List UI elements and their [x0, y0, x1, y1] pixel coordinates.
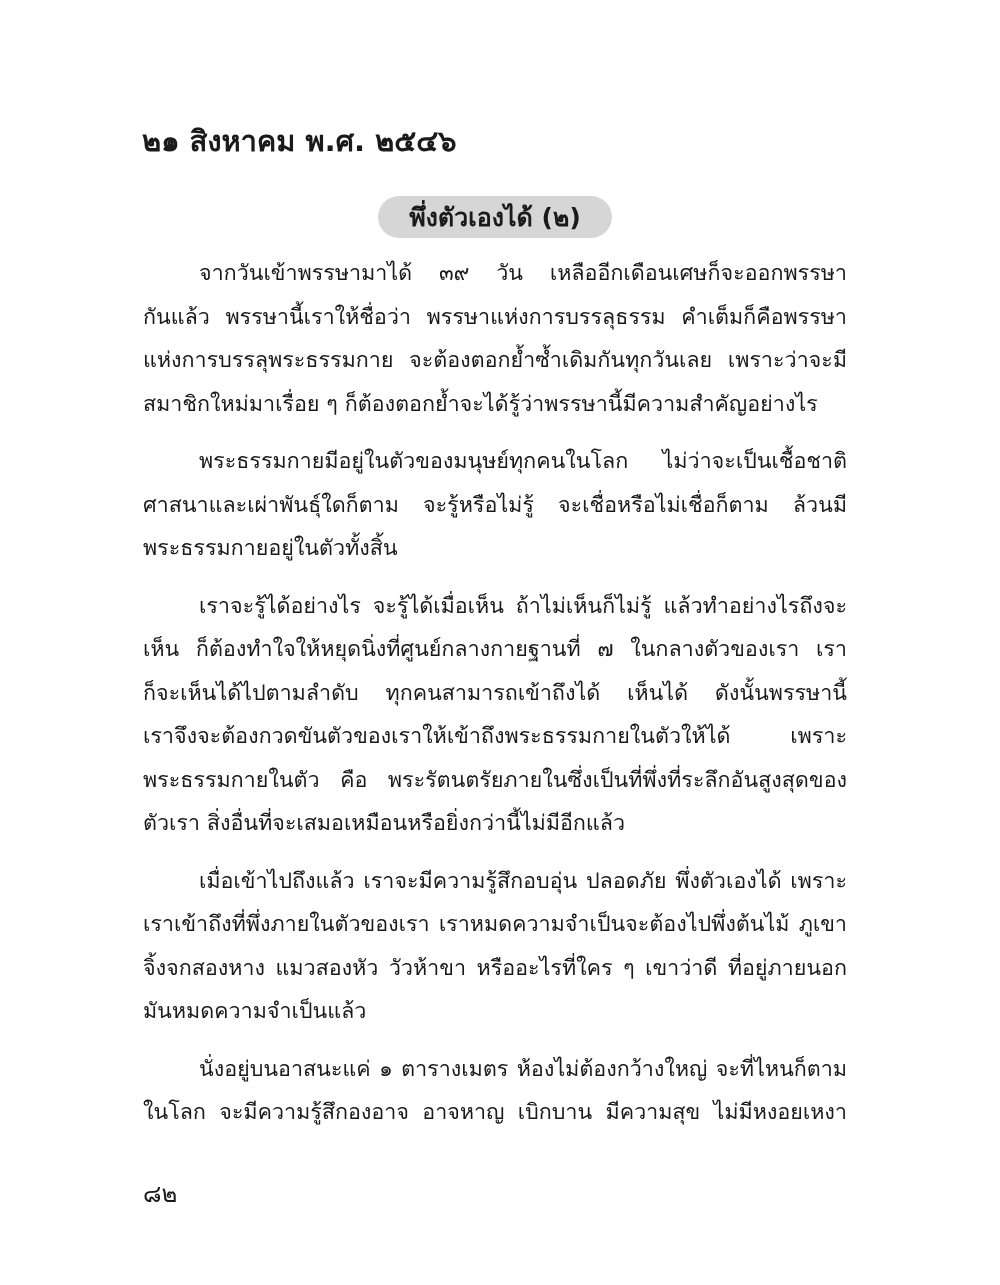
- paragraph: [143, 860, 847, 1034]
- paragraph: [143, 585, 847, 846]
- paragraph-line: เราจะรู้ได้อย่างไร จะรู้ได้เมื่อเห็น ถ้าไม่เห็นก็ไม่รู้ แล้วทำอย่างไรถึงจะ: [199, 593, 847, 619]
- chapter-title: พึ่งตัวเองได้ (๒): [409, 202, 581, 232]
- paragraph-line: พระธรรมกายอยู่ในตัวทั้งสิ้น: [143, 536, 398, 561]
- date-heading: ๒๑ สิงหาคม พ.ศ. ๒๕๔๖: [142, 124, 457, 158]
- paragraph-line: ในโลก จะมีความรู้สึกองอาจ อาจหาญ เบิกบาน มีความสุข ไม่มีหงอยเหงา: [143, 1100, 847, 1125]
- paragraph: [143, 1048, 847, 1135]
- page-number: ๘๒: [143, 1180, 178, 1208]
- paragraph: [143, 252, 847, 426]
- title-banner: [378, 196, 612, 238]
- paragraph-line: แห่งการบรรลุพระธรรมกาย จะต้องตอกย้ำซ้ำเดิมกันทุกวันเลย เพราะว่าจะมี: [143, 348, 847, 373]
- paragraph-line: สมาชิกใหม่มาเรื่อย ๆ ก็ต้องตอกย้ำจะได้รู้ว่าพรรษานี้มีความสำคัญอย่างไร: [143, 391, 818, 417]
- paragraph: [143, 440, 847, 571]
- paragraph-line: จากวันเข้าพรรษามาได้ ๓๙ วัน เหลืออีกเดือนเศษก็จะออกพรรษา: [199, 261, 847, 286]
- paragraph-line: ตัวเรา สิ่งอื่นที่จะเสมอเหมือนหรือยิ่งกว่านี้ไม่มีอีกแล้ว: [143, 811, 626, 836]
- paragraph-line: จิ้งจกสองหาง แมวสองหัว วัวห้าขา หรืออะไรที่ใคร ๆ เขาว่าดี ที่อยู่ภายนอก: [143, 955, 847, 981]
- paragraph-line: เราจึงจะต้องกวดขันตัวของเราให้เข้าถึงพระธรรมกายในตัวให้ได้ เพราะ: [143, 724, 847, 749]
- body-text: [143, 252, 847, 1149]
- paragraph-line: กันแล้ว พรรษานี้เราให้ชื่อว่า พรรษาแห่งการบรรลุธรรม คำเต็มก็คือพรรษา: [143, 304, 847, 330]
- paragraph-line: พระธรรมกายมีอยู่ในตัวของมนุษย์ทุกคนในโลก ไม่ว่าจะเป็นเชื้อชาติ: [199, 449, 847, 474]
- paragraph-line: ศาสนาและเผ่าพันธุ์ใดก็ตาม จะรู้หรือไม่รู้ จะเชื่อหรือไม่เชื่อก็ตาม ล้วนมี: [143, 492, 847, 518]
- paragraph-line: เราเข้าถึงที่พึ่งภายในตัวของเรา เราหมดความจำเป็นจะต้องไปพึ่งต้นไม้ ภูเขา: [143, 912, 847, 937]
- paragraph-line: เห็น ก็ต้องทำใจให้หยุดนิ่งที่ศูนย์กลางกายฐานที่ ๗ ในกลางตัวของเรา เรา: [143, 637, 847, 662]
- paragraph-line: เมื่อเข้าไปถึงแล้ว เราจะมีความรู้สึกอบอุ่น ปลอดภัย พึ่งตัวเองได้ เพราะ: [199, 868, 847, 894]
- paragraph-line: ก็จะเห็นได้ไปตามลำดับ ทุกคนสามารถเข้าถึงได้ เห็นได้ ดังนั้นพรรษานี้: [143, 680, 847, 706]
- paragraph-line: พระธรรมกายในตัว คือ พระรัตนตรัยภายในซึ่งเป็นที่พึ่งที่ระลึกอันสูงสุดของ: [143, 767, 847, 793]
- paragraph-line: นั่งอยู่บนอาสนะแค่ ๑ ตารางเมตร ห้องไม่ต้องกว้างใหญ่ จะที่ไหนก็ตาม: [199, 1056, 847, 1082]
- paragraph-line: มันหมดความจำเป็นแล้ว: [143, 999, 367, 1024]
